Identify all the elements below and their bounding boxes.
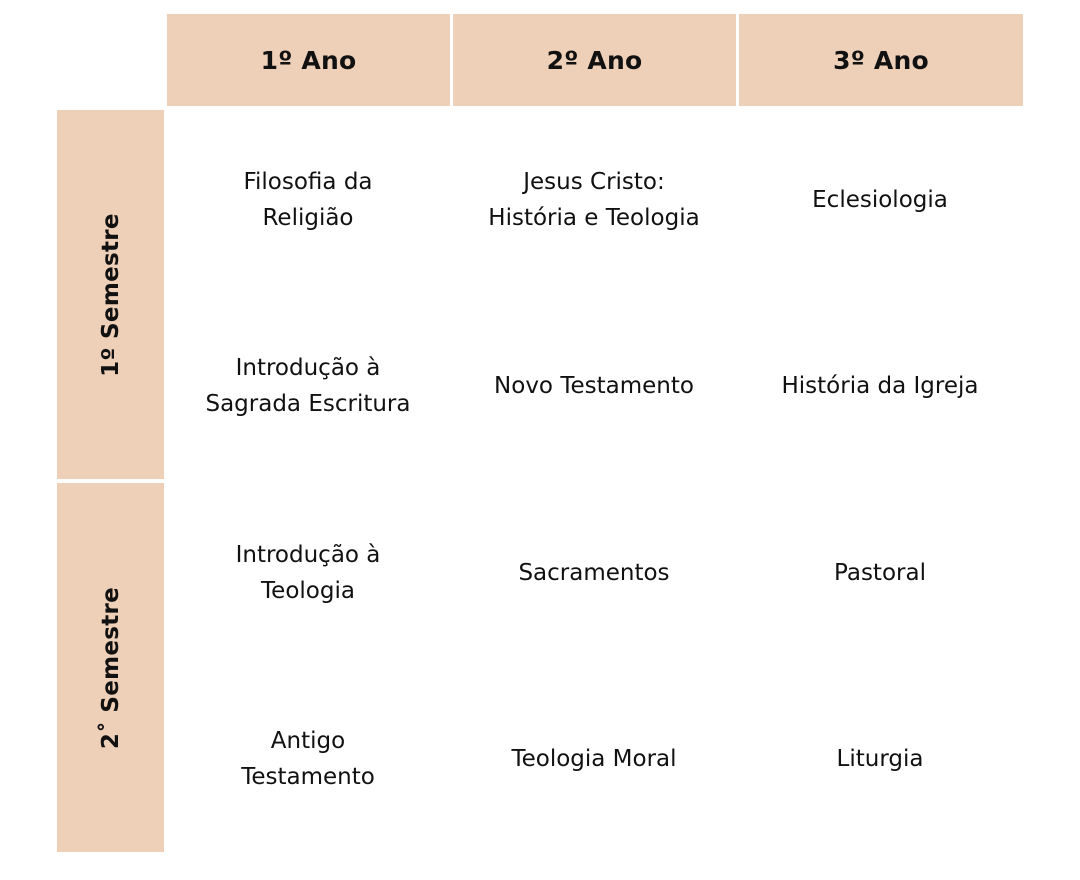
course-cell: Antigo Testamento [241,728,375,790]
column-header-3-ano: 3º Ano [739,14,1023,106]
course-cell: História da Igreja [781,373,979,399]
column-header-2-ano: 2º Ano [453,14,736,106]
row-header-label: 2˚ Semestre [97,586,124,749]
row-header-label: 1º Semestre [97,212,124,377]
course-cell: Filosofia da Religião [243,169,373,231]
course-cell: Pastoral [834,560,926,586]
row-header-2-semestre [57,483,164,852]
course-cell: Introdução à Sagrada Escritura [205,355,411,417]
course-cell: Liturgia [836,746,924,772]
column-header-1-ano: 1º Ano [167,14,450,106]
course-cell: Novo Testamento [494,373,694,399]
course-cell: Teologia Moral [511,746,677,772]
course-cell: Eclesiologia [812,187,948,213]
course-cell: Introdução à Teologia [235,542,381,604]
course-cell: Sacramentos [518,560,670,586]
row-header-1-semestre [57,110,164,479]
course-cell: Jesus Cristo: História e Teologia [488,169,700,231]
